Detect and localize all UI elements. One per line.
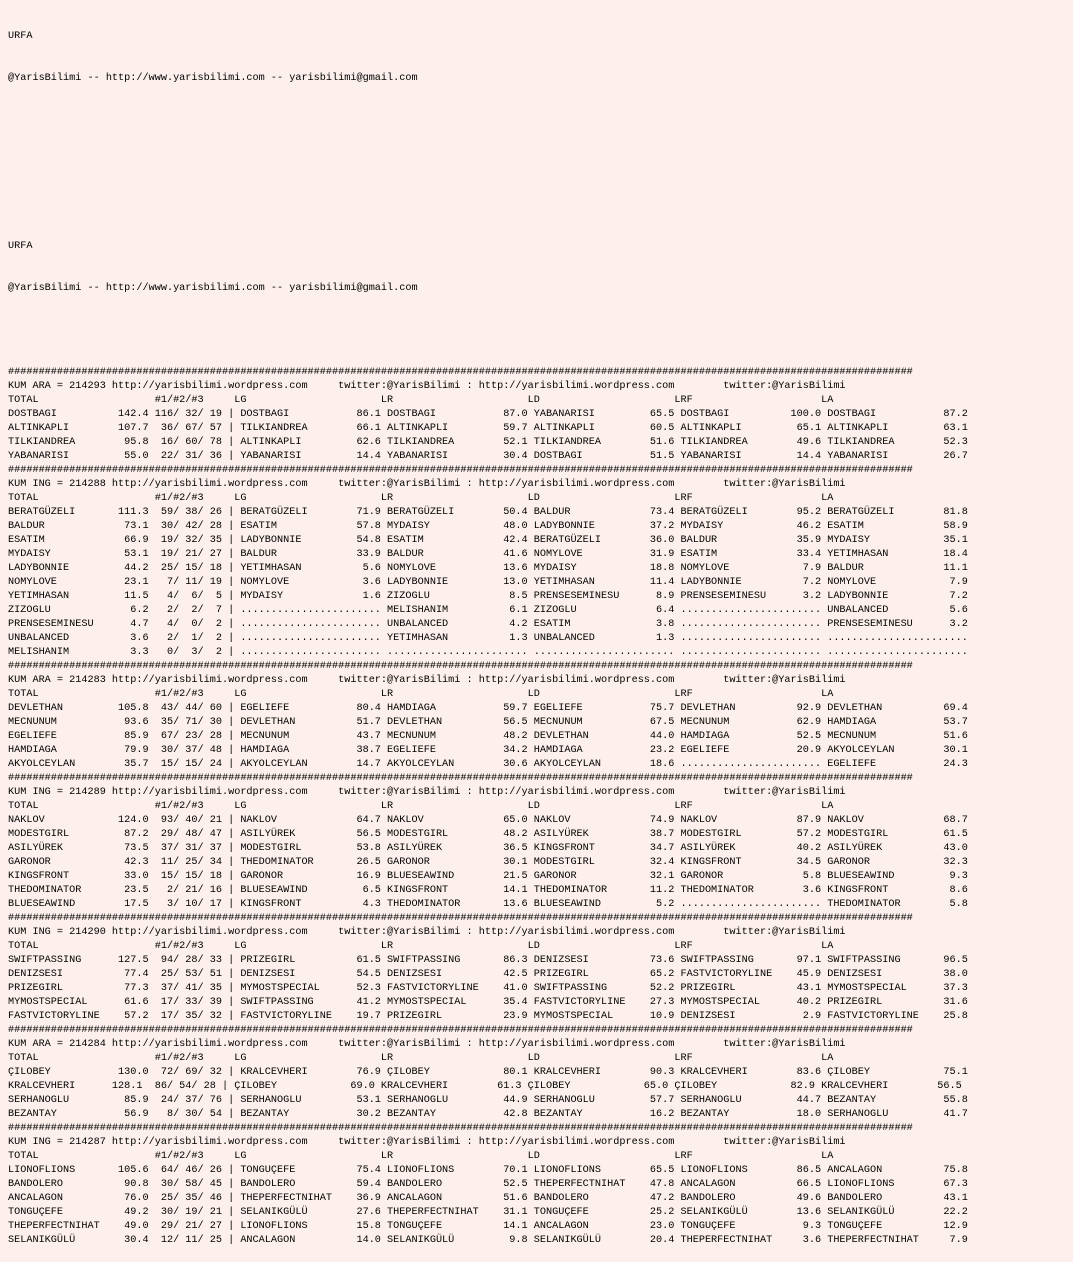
column-header-line: TOTAL #1/#2/#3 LG LR LD LRF LA xyxy=(8,1053,834,1064)
race-header-line: KUM ARA = 214293 http://yarisbilimi.wordpress.com twitter:@YarisBilimi : http://yarisbilimi.wordpress.com twitter:@YarisBilimi xyxy=(8,381,846,392)
table-row: MYDAISY 53.1 19/ 21/ 27 | BALDUR 33.9 BALDUR 41.6 NOMYLOVE 31.9 ESATIM 33.4 YETIMHASAN 18.4 xyxy=(8,549,968,560)
table-row: BEZANTAY 56.9 8/ 30/ 54 | BEZANTAY 30.2 BEZANTAY 42.8 BEZANTAY 16.2 BEZANTAY 18.0 SERHANOGLU 41.7 xyxy=(8,1109,968,1120)
race-header-line: KUM ARA = 214283 http://yarisbilimi.wordpress.com twitter:@YarisBilimi : http://yarisbilimi.wordpress.com twitter:@YarisBilimi xyxy=(8,675,846,686)
column-header-line: TOTAL #1/#2/#3 LG LR LD LRF LA xyxy=(8,689,834,700)
table-row: TONGUÇEFE 49.2 30/ 19/ 21 | SELANIKGÜLÜ 27.6 THEPERFECTNIHAT 31.1 TONGUÇEFE 25.2 SELANIKGÜLÜ 13.6 SELANIKGÜLÜ 22.2 xyxy=(8,1207,968,1218)
table-row: SERHANOGLU 85.9 24/ 37/ 76 | SERHANOGLU 53.1 SERHANOGLU 44.9 SERHANOGLU 57.7 SERHANOGLU 44.7 BEZANTAY 55.8 xyxy=(8,1095,968,1106)
column-header-line: TOTAL #1/#2/#3 LG LR LD LRF LA xyxy=(8,493,834,504)
header-credit: @YarisBilimi -- http://www.yarisbilimi.com -- yarisbilimi@gmail.com xyxy=(8,73,418,84)
separator-line: #################################################################################################################################################### xyxy=(8,773,913,784)
table-row: ZIZOGLU 6.2 2/ 2/ 7 | ....................... MELISHANIM 6.1 ZIZOGLU 6.4 ....................... UNBALANCED 5.6 xyxy=(8,605,968,616)
table-row: MODESTGIRL 87.2 29/ 48/ 47 | ASILYÜREK 56.5 MODESTGIRL 48.2 ASILYÜREK 38.7 MODESTGIRL 57.2 MODESTGIRL 61.5 xyxy=(8,829,968,840)
column-header-line: TOTAL #1/#2/#3 LG LR LD LRF LA xyxy=(8,395,834,406)
table-row: NAKLOV 124.0 93/ 40/ 21 | NAKLOV 64.7 NAKLOV 65.0 NAKLOV 74.9 NAKLOV 87.9 NAKLOV 68.7 xyxy=(8,815,968,826)
table-row: NOMYLOVE 23.1 7/ 11/ 19 | NOMYLOVE 3.6 LADYBONNIE 13.0 YETIMHASAN 11.4 LADYBONNIE 7.2 NOMYLOVE 7.9 xyxy=(8,577,968,588)
table-row: BALDUR 73.1 30/ 42/ 28 | ESATIM 57.8 MYDAISY 48.0 LADYBONNIE 37.2 MYDAISY 46.2 ESATIM 58.9 xyxy=(8,521,968,532)
column-header-line: TOTAL #1/#2/#3 LG LR LD LRF LA xyxy=(8,801,834,812)
table-row: ALTINKAPLI 107.7 36/ 67/ 57 | TILKIANDREA 66.1 ALTINKAPLI 59.7 ALTINKAPLI 60.5 ALTINKAPLI 65.1 ALTINKAPLI 63.1 xyxy=(8,423,968,434)
table-row: DENIZSESI 77.4 25/ 53/ 51 | DENIZSESI 54.5 DENIZSESI 42.5 PRIZEGIRL 65.2 FASTVICTORYLINE 45.9 DENIZSESI 38.0 xyxy=(8,969,968,980)
race-header-line: KUM ARA = 214284 http://yarisbilimi.wordpress.com twitter:@YarisBilimi : http://yarisbilimi.wordpress.com twitter:@YarisBilimi xyxy=(8,1039,846,1050)
blank-line xyxy=(8,324,1073,338)
table-row: BERATGÜZELI 111.3 59/ 38/ 26 | BERATGÜZELI 71.9 BERATGÜZELI 50.4 BALDUR 73.4 BERATGÜZELI 95.2 BERATGÜZELI 81.8 xyxy=(8,507,968,518)
table-row: LADYBONNIE 44.2 25/ 15/ 18 | YETIMHASAN 5.6 NOMYLOVE 13.6 MYDAISY 18.8 NOMYLOVE 7.9 BALDUR 11.1 xyxy=(8,563,968,574)
separator-line: #################################################################################################################################################### xyxy=(8,1025,913,1036)
column-header-line: TOTAL #1/#2/#3 LG LR LD LRF LA xyxy=(8,1151,834,1162)
table-row: FASTVICTORYLINE 57.2 17/ 35/ 32 | FASTVICTORYLINE 19.7 PRIZEGIRL 23.9 MYMOSTSPECIAL 10.9 DENIZSESI 2.9 FASTVICTORYLINE 25.8 xyxy=(8,1011,968,1022)
table-row: TILKIANDREA 95.8 16/ 60/ 78 | ALTINKAPLI 62.6 TILKIANDREA 52.1 TILKIANDREA 51.6 TILKIANDREA 49.6 TILKIANDREA 52.3 xyxy=(8,437,968,448)
table-row: ESATIM 66.9 19/ 32/ 35 | LADYBONNIE 54.8 ESATIM 42.4 BERATGÜZELI 36.0 BALDUR 35.9 MYDAISY 35.1 xyxy=(8,535,968,546)
table-row: THEPERFECTNIHAT 49.0 29/ 21/ 27 | LIONOFLIONS 15.8 TONGUÇEFE 14.1 ANCALAGON 23.0 TONGUÇEFE 9.3 TONGUÇEFE 12.9 xyxy=(8,1221,968,1232)
header-title: URFA xyxy=(8,241,33,252)
table-row: HAMDIAGA 79.9 30/ 37/ 48 | HAMDIAGA 38.7 EGELIEFE 34.2 HAMDIAGA 23.2 EGELIEFE 20.9 AKYOLCEYLAN 30.1 xyxy=(8,745,968,756)
separator-line: #################################################################################################################################################### xyxy=(8,465,913,476)
table-row: KINGSFRONT 33.0 15/ 15/ 18 | GARONOR 16.9 BLUESEAWIND 21.5 GARONOR 32.1 GARONOR 5.8 BLUESEAWIND 9.3 xyxy=(8,871,968,882)
table-row: UNBALANCED 3.6 2/ 1/ 2 | ....................... YETIMHASAN 1.3 UNBALANCED 1.3 ....................... ....................... xyxy=(8,633,968,644)
race-sections xyxy=(8,366,1073,1248)
table-row: BANDOLERO 90.8 30/ 58/ 45 | BANDOLERO 59.4 BANDOLERO 52.5 THEPERFECTNIHAT 47.8 ANCALAGON 66.5 LIONOFLIONS 67.3 xyxy=(8,1179,968,1190)
race-header-line: KUM ING = 214289 http://yarisbilimi.wordpress.com twitter:@YarisBilimi : http://yarisbilimi.wordpress.com twitter:@YarisBilimi xyxy=(8,787,846,798)
table-row: SWIFTPASSING 127.5 94/ 28/ 33 | PRIZEGIRL 61.5 SWIFTPASSING 86.3 DENIZSESI 73.6 SWIFTPASSING 97.1 SWIFTPASSING 96.5 xyxy=(8,955,968,966)
table-row: YABANARISI 55.0 22/ 31/ 36 | YABANARISI 14.4 YABANARISI 30.4 DOSTBAGI 51.5 YABANARISI 14.4 YABANARISI 26.7 xyxy=(8,451,968,462)
header-credit: @YarisBilimi -- http://www.yarisbilimi.com -- yarisbilimi@gmail.com xyxy=(8,283,418,294)
separator-line: #################################################################################################################################################### xyxy=(8,367,913,378)
table-row: MELISHANIM 3.3 0/ 3/ 2 | ....................... ....................... ....................... ....................... ....................... xyxy=(8,647,968,658)
table-row: DOSTBAGI 142.4 116/ 32/ 19 | DOSTBAGI 86.1 DOSTBAGI 87.0 YABANARISI 65.5 DOSTBAGI 100.0 DOSTBAGI 87.2 xyxy=(8,409,968,420)
separator-line: #################################################################################################################################################### xyxy=(8,913,913,924)
race-header-line: KUM ING = 214287 http://yarisbilimi.wordpress.com twitter:@YarisBilimi : http://yarisbilimi.wordpress.com twitter:@YarisBilimi xyxy=(8,1137,846,1148)
table-row: PRIZEGIRL 77.3 37/ 41/ 35 | MYMOSTSPECIAL 52.3 FASTVICTORYLINE 41.0 SWIFTPASSING 52.2 PRIZEGIRL 43.1 MYMOSTSPECIAL 37.3 xyxy=(8,983,968,994)
blank-line xyxy=(8,198,1073,212)
table-row: KRALCEVHERI 128.1 86/ 54/ 28 | ÇILOBEY 69.0 KRALCEVHERI 61.3 ÇILOBEY 65.0 ÇILOBEY 82.9 KRALCEVHERI 56.5 xyxy=(8,1081,962,1092)
table-row: MECNUNUM 93.6 35/ 71/ 30 | DEVLETHAN 51.7 DEVLETHAN 56.5 MECNUNUM 67.5 MECNUNUM 62.9 HAMDIAGA 53.7 xyxy=(8,717,968,728)
table-row: AKYOLCEYLAN 35.7 15/ 15/ 24 | AKYOLCEYLAN 14.7 AKYOLCEYLAN 30.6 AKYOLCEYLAN 18.6 ....................... EGELIEFE 24.3 xyxy=(8,759,968,770)
table-row: ÇILOBEY 130.0 72/ 69/ 32 | KRALCEVHERI 76.9 ÇILOBEY 80.1 KRALCEVHERI 90.3 KRALCEVHERI 83.6 ÇILOBEY 75.1 xyxy=(8,1067,968,1078)
table-row: BLUESEAWIND 17.5 3/ 10/ 17 | KINGSFRONT 4.3 THEDOMINATOR 13.6 BLUESEAWIND 5.2 ....................... THEDOMINATOR 5.8 xyxy=(8,899,968,910)
table-row: PRENSESEMINESU 4.7 4/ 0/ 2 | ....................... UNBALANCED 4.2 ESATIM 3.8 ....................... PRENSESEMINESU 3.2 xyxy=(8,619,968,630)
separator-line: #################################################################################################################################################### xyxy=(8,661,913,672)
header-title: URFA xyxy=(8,31,33,42)
table-row: EGELIEFE 85.9 67/ 23/ 28 | MECNUNUM 43.7 MECNUNUM 48.2 DEVLETHAN 44.0 HAMDIAGA 52.5 MECNUNUM 51.6 xyxy=(8,731,968,742)
column-header-line: TOTAL #1/#2/#3 LG LR LD LRF LA xyxy=(8,941,834,952)
table-row: ANCALAGON 76.0 25/ 35/ 46 | THEPERFECTNIHAT 36.9 ANCALAGON 51.6 BANDOLERO 47.2 BANDOLERO 49.6 BANDOLERO 43.1 xyxy=(8,1193,968,1204)
table-row: SELANIKGÜLÜ 30.4 12/ 11/ 25 | ANCALAGON 14.0 SELANIKGÜLÜ 9.8 SELANIKGÜLÜ 20.4 THEPERFECTNIHAT 3.6 THEPERFECTNIHAT 7.9 xyxy=(8,1235,968,1246)
race-header-line: KUM ING = 214290 http://yarisbilimi.wordpress.com twitter:@YarisBilimi : http://yarisbilimi.wordpress.com twitter:@YarisBilimi xyxy=(8,927,846,938)
separator-line: #################################################################################################################################################### xyxy=(8,1123,913,1134)
table-row: YETIMHASAN 11.5 4/ 6/ 5 | MYDAISY 1.6 ZIZOGLU 8.5 PRENSESEMINESU 8.9 PRENSESEMINESU 3.2 LADYBONNIE 7.2 xyxy=(8,591,968,602)
text-document xyxy=(0,2,1073,1262)
blank-line xyxy=(8,114,1073,128)
table-row: GARONOR 42.3 11/ 25/ 34 | THEDOMINATOR 26.5 GARONOR 30.1 MODESTGIRL 32.4 KINGSFRONT 34.5 GARONOR 32.3 xyxy=(8,857,968,868)
blank-line xyxy=(8,156,1073,170)
table-row: DEVLETHAN 105.8 43/ 44/ 60 | EGELIEFE 80.4 HAMDIAGA 59.7 EGELIEFE 75.7 DEVLETHAN 92.9 DEVLETHAN 69.4 xyxy=(8,703,968,714)
race-header-line: KUM ING = 214288 http://yarisbilimi.wordpress.com twitter:@YarisBilimi : http://yarisbilimi.wordpress.com twitter:@YarisBilimi xyxy=(8,479,846,490)
table-row: LIONOFLIONS 105.6 64/ 46/ 26 | TONGUÇEFE 75.4 LIONOFLIONS 70.1 LIONOFLIONS 65.5 LIONOFLIONS 86.5 ANCALAGON 75.8 xyxy=(8,1165,968,1176)
table-row: ASILYÜREK 73.5 37/ 31/ 37 | MODESTGIRL 53.8 ASILYÜREK 36.5 KINGSFRONT 34.7 ASILYÜREK 40.2 ASILYÜREK 43.0 xyxy=(8,843,968,854)
table-row: MYMOSTSPECIAL 61.6 17/ 33/ 39 | SWIFTPASSING 41.2 MYMOSTSPECIAL 35.4 FASTVICTORYLINE 27.3 MYMOSTSPECIAL 40.2 PRIZEGIRL 31.6 xyxy=(8,997,968,1008)
table-row: THEDOMINATOR 23.5 2/ 21/ 16 | BLUESEAWIND 6.5 KINGSFRONT 14.1 THEDOMINATOR 11.2 THEDOMINATOR 3.6 KINGSFRONT 8.6 xyxy=(8,885,968,896)
